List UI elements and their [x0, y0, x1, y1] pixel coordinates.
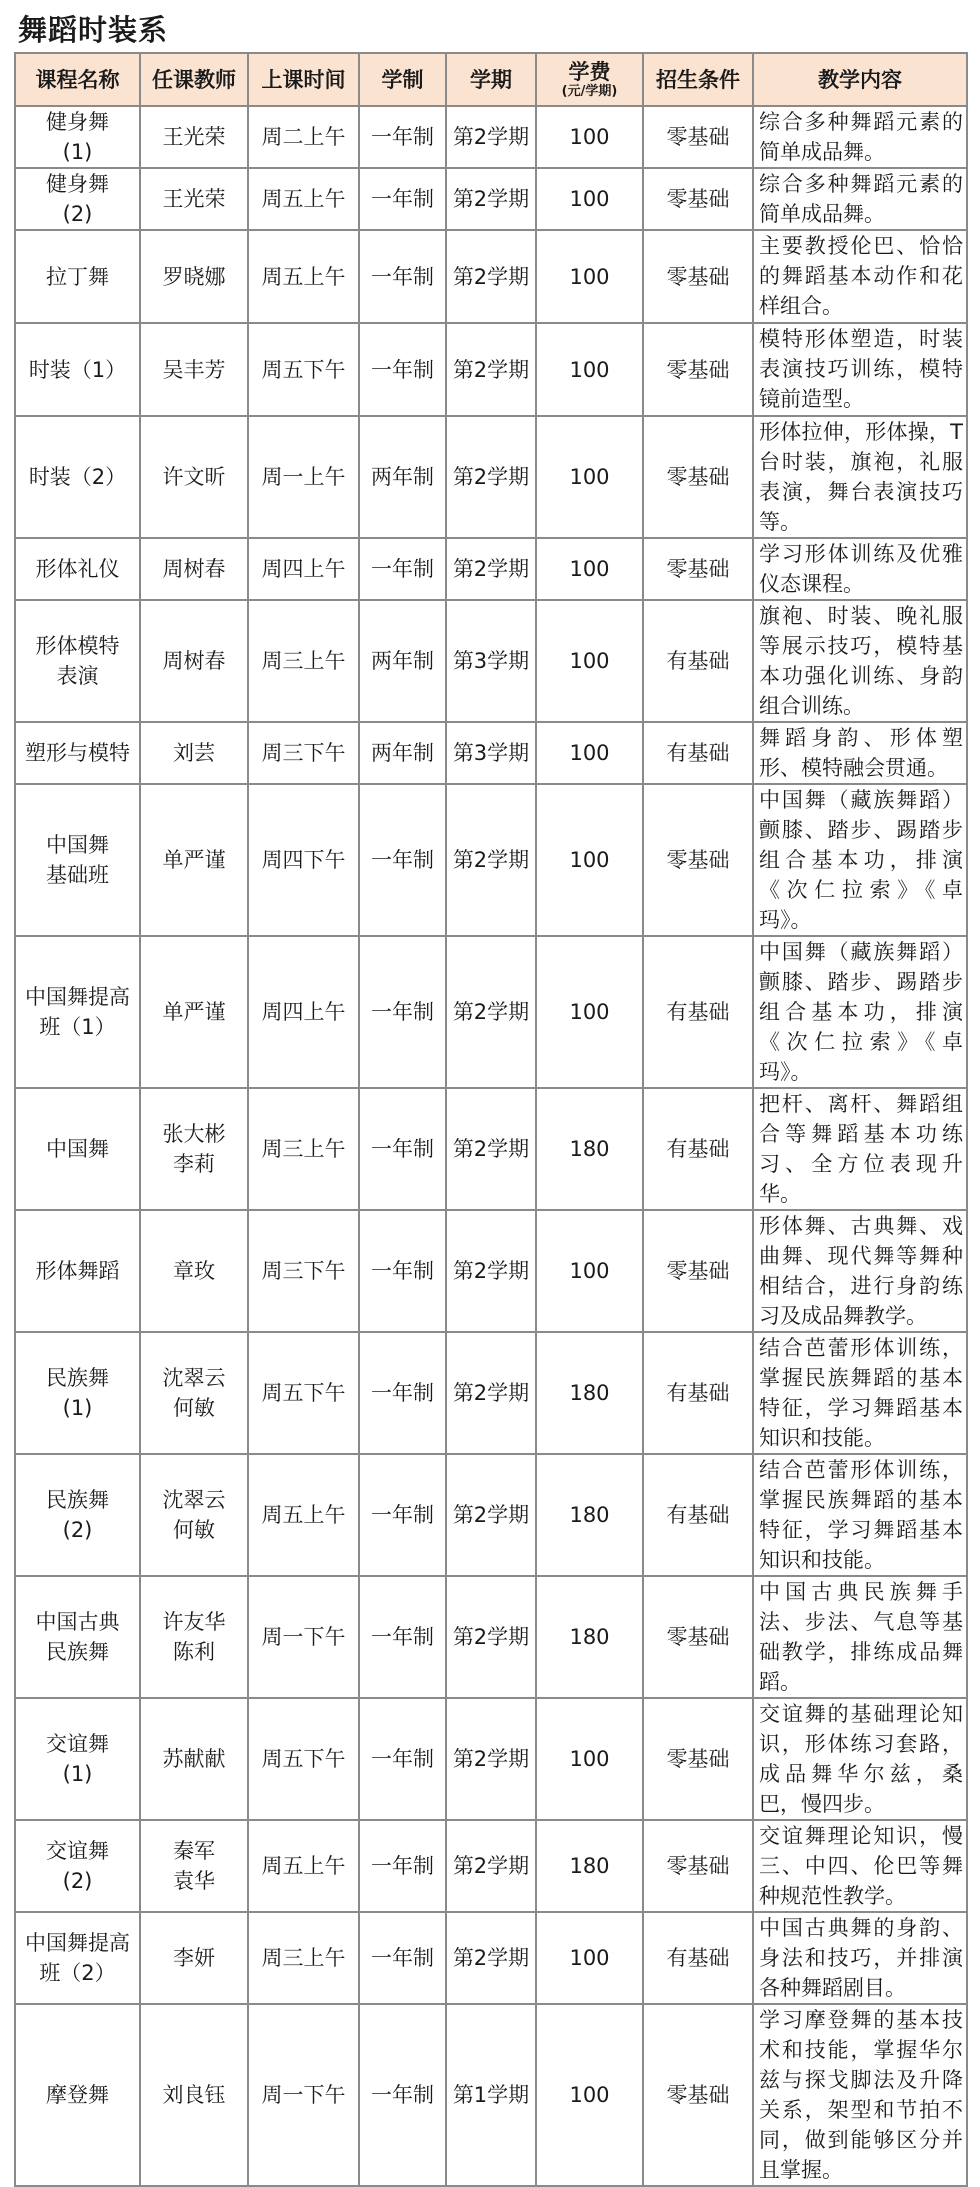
teacher-name: 陈利 — [173, 1640, 215, 1664]
content-cell: 结合芭蕾形体训练，掌握民族舞蹈的基本特征，学习舞蹈基本知识和技能。 — [753, 1332, 967, 1454]
content-cell: 中国古典舞的身韵、身法和技巧，并排演各种舞蹈剧目。 — [753, 1912, 967, 2004]
content-cell: 中国古典民族舞手法、步法、气息等基础教学，排练成品舞蹈。 — [753, 1576, 967, 1698]
course-name-cell — [15, 416, 140, 538]
teacher-name: 何敏 — [173, 1518, 215, 1542]
requirement-cell: 零基础 — [643, 784, 753, 936]
system-cell: 一年制 — [359, 106, 446, 168]
course-name-cell — [15, 1912, 140, 2004]
system-cell: 一年制 — [359, 784, 446, 936]
header-fee: 学费 (元/学期) — [536, 53, 643, 106]
term-cell: 第3学期 — [446, 722, 536, 784]
course-name-cell — [15, 168, 140, 230]
system-cell: 一年制 — [359, 1454, 446, 1576]
course-name-line: (1) — [62, 1762, 93, 1786]
requirement-cell: 零基础 — [643, 2004, 753, 2186]
course-name-line: 健身舞 — [46, 172, 109, 196]
teacher-cell — [140, 1332, 248, 1454]
time-cell: 周四下午 — [248, 784, 359, 936]
requirement-cell: 零基础 — [643, 323, 753, 416]
term-cell: 第2学期 — [446, 168, 536, 230]
teacher-name: 罗晓娜 — [162, 264, 226, 289]
content-cell: 交谊舞理论知识，慢三、中四、伦巴等舞种规范性教学。 — [753, 1820, 967, 1912]
table-row — [15, 1576, 967, 1698]
table-row — [15, 1912, 967, 2004]
term-cell: 第2学期 — [446, 1576, 536, 1698]
course-name-cell — [15, 784, 140, 936]
requirement-cell: 有基础 — [643, 1454, 753, 1576]
teacher-name: 吴丰芳 — [162, 357, 226, 382]
requirement-cell: 零基础 — [643, 538, 753, 600]
teacher-cell — [140, 168, 248, 230]
fee-cell: 100 — [536, 722, 643, 784]
fee-cell: 180 — [536, 1088, 643, 1210]
term-cell: 第2学期 — [446, 1698, 536, 1820]
course-name-line: (1) — [62, 1396, 93, 1420]
time-cell: 周五下午 — [248, 1698, 359, 1820]
time-cell: 周四上午 — [248, 936, 359, 1088]
time-cell: 周一上午 — [248, 416, 359, 538]
teacher-name: 秦军 — [173, 1839, 215, 1863]
term-cell: 第2学期 — [446, 416, 536, 538]
fee-cell: 100 — [536, 600, 643, 722]
teacher-cell — [140, 1698, 248, 1820]
course-name-line: (2) — [62, 202, 93, 226]
time-cell: 周五上午 — [248, 168, 359, 230]
term-cell: 第2学期 — [446, 1912, 536, 2004]
fee-cell: 180 — [536, 1332, 643, 1454]
course-name-line: 表演 — [56, 664, 99, 688]
fee-cell: 100 — [536, 784, 643, 936]
content-cell: 模特形体塑造，时装表演技巧训练，模特镜前造型。 — [753, 323, 967, 416]
fee-cell: 100 — [536, 230, 643, 323]
time-cell: 周五下午 — [248, 323, 359, 416]
term-cell: 第2学期 — [446, 1088, 536, 1210]
teacher-name: 单严谨 — [162, 1000, 226, 1024]
header-teacher: 任课教师 — [140, 53, 248, 106]
requirement-cell: 有基础 — [643, 1088, 753, 1210]
header-content: 教学内容 — [753, 53, 967, 106]
time-cell: 周五上午 — [248, 230, 359, 323]
table-row — [15, 2004, 967, 2186]
teacher-name: 李妍 — [173, 1946, 215, 1970]
requirement-cell: 有基础 — [643, 600, 753, 722]
table-row — [15, 416, 967, 538]
course-name-line: (2) — [62, 1518, 93, 1542]
header-fee-unit: (元/学期) — [561, 84, 618, 99]
term-cell: 第3学期 — [446, 600, 536, 722]
course-name-line: 摩登舞 — [46, 2083, 109, 2107]
requirement-cell: 零基础 — [643, 1820, 753, 1912]
fee-cell: 100 — [536, 168, 643, 230]
system-cell: 一年制 — [359, 1698, 446, 1820]
fee-cell: 100 — [536, 323, 643, 416]
requirement-cell: 零基础 — [643, 1698, 753, 1820]
system-cell: 一年制 — [359, 1576, 446, 1698]
content-cell: 旗袍、时装、晚礼服等展示技巧，模特基本功强化训练、身韵组合训练。 — [753, 600, 967, 722]
term-cell: 第2学期 — [446, 1332, 536, 1454]
course-name-line: 中国舞提高 — [25, 985, 130, 1009]
teacher-cell — [140, 1820, 248, 1912]
course-name-cell — [15, 1210, 140, 1332]
time-cell: 周三上午 — [248, 1088, 359, 1210]
course-name-cell — [15, 1576, 140, 1698]
requirement-cell: 零基础 — [643, 1576, 753, 1698]
course-name-line: 班（2） — [39, 1961, 116, 1985]
content-cell: 综合多种舞蹈元素的简单成品舞。 — [753, 168, 967, 230]
course-name-cell — [15, 2004, 140, 2186]
teacher-cell — [140, 600, 248, 722]
content-cell: 把杆、离杆、舞蹈组合等舞蹈基本功练习、全方位表现升华。 — [753, 1088, 967, 1210]
system-cell: 一年制 — [359, 1210, 446, 1332]
table-row — [15, 106, 967, 168]
fee-cell: 180 — [536, 1576, 643, 1698]
teacher-cell — [140, 722, 248, 784]
table-row — [15, 538, 967, 600]
table-row — [15, 1454, 967, 1576]
table-row — [15, 323, 967, 416]
course-name-cell — [15, 1088, 140, 1210]
course-name-cell — [15, 1454, 140, 1576]
term-cell: 第2学期 — [446, 323, 536, 416]
content-cell: 学习形体训练及优雅仪态课程。 — [753, 538, 967, 600]
teacher-cell — [140, 936, 248, 1088]
system-cell: 一年制 — [359, 2004, 446, 2186]
course-name-line: (2) — [62, 1869, 93, 1893]
teacher-name: 刘芸 — [173, 741, 215, 765]
course-name-line: 民族舞 — [46, 1640, 109, 1664]
teacher-name: 沈翠云 — [162, 1488, 226, 1512]
course-name-line: 基础班 — [46, 863, 109, 887]
teacher-cell — [140, 784, 248, 936]
table-row — [15, 784, 967, 936]
fee-cell: 180 — [536, 1820, 643, 1912]
teacher-name: 单严谨 — [162, 848, 226, 872]
teacher-cell — [140, 230, 248, 323]
teacher-name: 许友华 — [162, 1610, 226, 1634]
term-cell: 第2学期 — [446, 936, 536, 1088]
content-cell: 形体拉伸，形体操，T台时装，旗袍，礼服表演，舞台表演技巧等。 — [753, 416, 967, 538]
course-table — [14, 52, 968, 2187]
time-cell: 周一下午 — [248, 1576, 359, 1698]
requirement-cell: 有基础 — [643, 722, 753, 784]
fee-cell: 100 — [536, 1210, 643, 1332]
table-row — [15, 230, 967, 323]
requirement-cell: 零基础 — [643, 106, 753, 168]
requirement-cell: 有基础 — [643, 1912, 753, 2004]
teacher-name: 何敏 — [173, 1396, 215, 1420]
term-cell: 第2学期 — [446, 538, 536, 600]
system-cell: 一年制 — [359, 1912, 446, 2004]
system-cell: 两年制 — [359, 416, 446, 538]
content-cell: 中国舞（藏族舞蹈）颤膝、踏步、踢踏步组合基本功，排演《次仁拉索》《卓玛》。 — [753, 936, 967, 1088]
table-row — [15, 1698, 967, 1820]
term-cell: 第2学期 — [446, 230, 536, 323]
system-cell: 一年制 — [359, 1820, 446, 1912]
fee-cell: 180 — [536, 1454, 643, 1576]
teacher-name: 王光荣 — [162, 187, 226, 211]
teacher-cell — [140, 323, 248, 416]
term-cell: 第2学期 — [446, 1210, 536, 1332]
course-name-line: 形体模特 — [35, 634, 120, 658]
header-time: 上课时间 — [248, 53, 359, 106]
course-name-cell — [15, 1820, 140, 1912]
content-cell: 学习摩登舞的基本技术和技能，掌握华尔兹与探戈脚法及升降关系，架型和节拍不同，做到能够区分并且掌握。 — [753, 2004, 967, 2186]
table-row — [15, 1332, 967, 1454]
system-cell: 一年制 — [359, 230, 446, 323]
table-body — [15, 106, 967, 2186]
teacher-name: 周树春 — [162, 649, 226, 673]
course-name-cell — [15, 1698, 140, 1820]
fee-cell: 100 — [536, 1912, 643, 2004]
course-name-cell — [15, 106, 140, 168]
content-cell: 形体舞、古典舞、戏曲舞、现代舞等舞种相结合，进行身韵练习及成品舞教学。 — [753, 1210, 967, 1332]
time-cell: 周五上午 — [248, 1454, 359, 1576]
requirement-cell: 有基础 — [643, 1332, 753, 1454]
fee-cell: 100 — [536, 416, 643, 538]
teacher-cell — [140, 1912, 248, 2004]
time-cell: 周二上午 — [248, 106, 359, 168]
content-cell: 舞蹈身韵、形体塑形、模特融会贯通。 — [753, 722, 967, 784]
course-name-cell — [15, 230, 140, 323]
term-cell: 第1学期 — [446, 2004, 536, 2186]
teacher-cell — [140, 538, 248, 600]
course-name-line: 中国古典 — [35, 1610, 120, 1634]
content-cell: 结合芭蕾形体训练，掌握民族舞蹈的基本特征，学习舞蹈基本知识和技能。 — [753, 1454, 967, 1576]
course-name-cell — [15, 538, 140, 600]
time-cell: 周三上午 — [248, 1912, 359, 2004]
course-name-cell — [15, 936, 140, 1088]
teacher-cell — [140, 1210, 248, 1332]
teacher-cell — [140, 2004, 248, 2186]
fee-cell: 100 — [536, 106, 643, 168]
course-name-line: 交谊舞 — [46, 1839, 109, 1863]
course-name-line: 中国舞 — [46, 833, 109, 857]
table-row — [15, 168, 967, 230]
course-name-line: 交谊舞 — [46, 1732, 109, 1756]
system-cell: 一年制 — [359, 168, 446, 230]
system-cell: 一年制 — [359, 936, 446, 1088]
table-header — [15, 53, 967, 106]
course-name-line: 班（1） — [39, 1015, 116, 1039]
requirement-cell: 零基础 — [643, 1210, 753, 1332]
table-row — [15, 936, 967, 1088]
course-name-cell — [15, 722, 140, 784]
requirement-cell: 有基础 — [643, 936, 753, 1088]
fee-cell: 100 — [536, 538, 643, 600]
requirement-cell: 零基础 — [643, 416, 753, 538]
teacher-name: 王光荣 — [162, 125, 226, 149]
content-cell: 综合多种舞蹈元素的简单成品舞。 — [753, 106, 967, 168]
fee-cell: 100 — [536, 936, 643, 1088]
course-name-line: 形体礼仪 — [35, 557, 120, 581]
time-cell: 周五上午 — [248, 1820, 359, 1912]
teacher-name: 沈翠云 — [162, 1366, 226, 1390]
course-name-cell — [15, 323, 140, 416]
time-cell: 周三下午 — [248, 1210, 359, 1332]
course-name-line: 拉丁舞 — [46, 264, 109, 289]
teacher-name: 张大彬 — [162, 1122, 226, 1146]
teacher-name: 章玫 — [173, 1259, 215, 1283]
content-cell: 中国舞（藏族舞蹈）颤膝、踏步、踢踏步组合基本功，排演《次仁拉索》《卓玛》。 — [753, 784, 967, 936]
term-cell: 第2学期 — [446, 1454, 536, 1576]
term-cell: 第2学期 — [446, 1820, 536, 1912]
fee-cell: 100 — [536, 1698, 643, 1820]
system-cell: 两年制 — [359, 722, 446, 784]
page-title: 舞蹈时装系 — [18, 13, 169, 47]
system-cell: 一年制 — [359, 1088, 446, 1210]
course-name-line: 塑形与模特 — [25, 741, 130, 765]
teacher-cell — [140, 1576, 248, 1698]
course-name-line: 时装（2） — [28, 465, 127, 489]
teacher-cell — [140, 1454, 248, 1576]
course-name-line: 形体舞蹈 — [35, 1259, 120, 1283]
time-cell: 周三上午 — [248, 600, 359, 722]
table-row — [15, 722, 967, 784]
fee-cell: 100 — [536, 2004, 643, 2186]
course-name-line: 中国舞 — [46, 1137, 109, 1161]
teacher-cell — [140, 416, 248, 538]
course-name-line: 健身舞 — [46, 110, 109, 134]
term-cell: 第2学期 — [446, 784, 536, 936]
header-course-name: 课程名称 — [15, 53, 140, 106]
header-row — [15, 53, 967, 106]
time-cell: 周三下午 — [248, 722, 359, 784]
table-row — [15, 1820, 967, 1912]
teacher-name: 许文昕 — [162, 465, 226, 489]
teacher-cell — [140, 106, 248, 168]
course-name-line: 时装（1） — [28, 357, 127, 382]
system-cell: 一年制 — [359, 323, 446, 416]
header-term: 学期 — [446, 53, 536, 106]
table-row — [15, 600, 967, 722]
course-name-line: (1) — [62, 140, 93, 164]
header-system: 学制 — [359, 53, 446, 106]
teacher-name: 刘良钰 — [162, 2083, 226, 2107]
course-name-cell — [15, 1332, 140, 1454]
time-cell: 周五下午 — [248, 1332, 359, 1454]
content-cell: 交谊舞的基础理论知识，形体练习套路，成品舞华尔兹，桑巴，慢四步。 — [753, 1698, 967, 1820]
requirement-cell: 零基础 — [643, 230, 753, 323]
time-cell: 周一下午 — [248, 2004, 359, 2186]
system-cell: 一年制 — [359, 1332, 446, 1454]
content-cell: 主要教授伦巴、恰恰的舞蹈基本动作和花样组合。 — [753, 230, 967, 323]
table-row — [15, 1210, 967, 1332]
teacher-name: 袁华 — [173, 1869, 215, 1893]
course-name-cell — [15, 600, 140, 722]
course-name-line: 民族舞 — [46, 1366, 109, 1390]
teacher-name: 苏献献 — [162, 1747, 226, 1771]
header-requirement: 招生条件 — [643, 53, 753, 106]
system-cell: 两年制 — [359, 600, 446, 722]
course-name-line: 中国舞提高 — [25, 1931, 130, 1955]
time-cell: 周四上午 — [248, 538, 359, 600]
term-cell: 第2学期 — [446, 106, 536, 168]
table-row — [15, 1088, 967, 1210]
teacher-name: 周树春 — [162, 557, 226, 581]
course-name-line: 民族舞 — [46, 1488, 109, 1512]
requirement-cell: 零基础 — [643, 168, 753, 230]
teacher-name: 李莉 — [173, 1152, 215, 1176]
teacher-cell — [140, 1088, 248, 1210]
system-cell: 一年制 — [359, 538, 446, 600]
